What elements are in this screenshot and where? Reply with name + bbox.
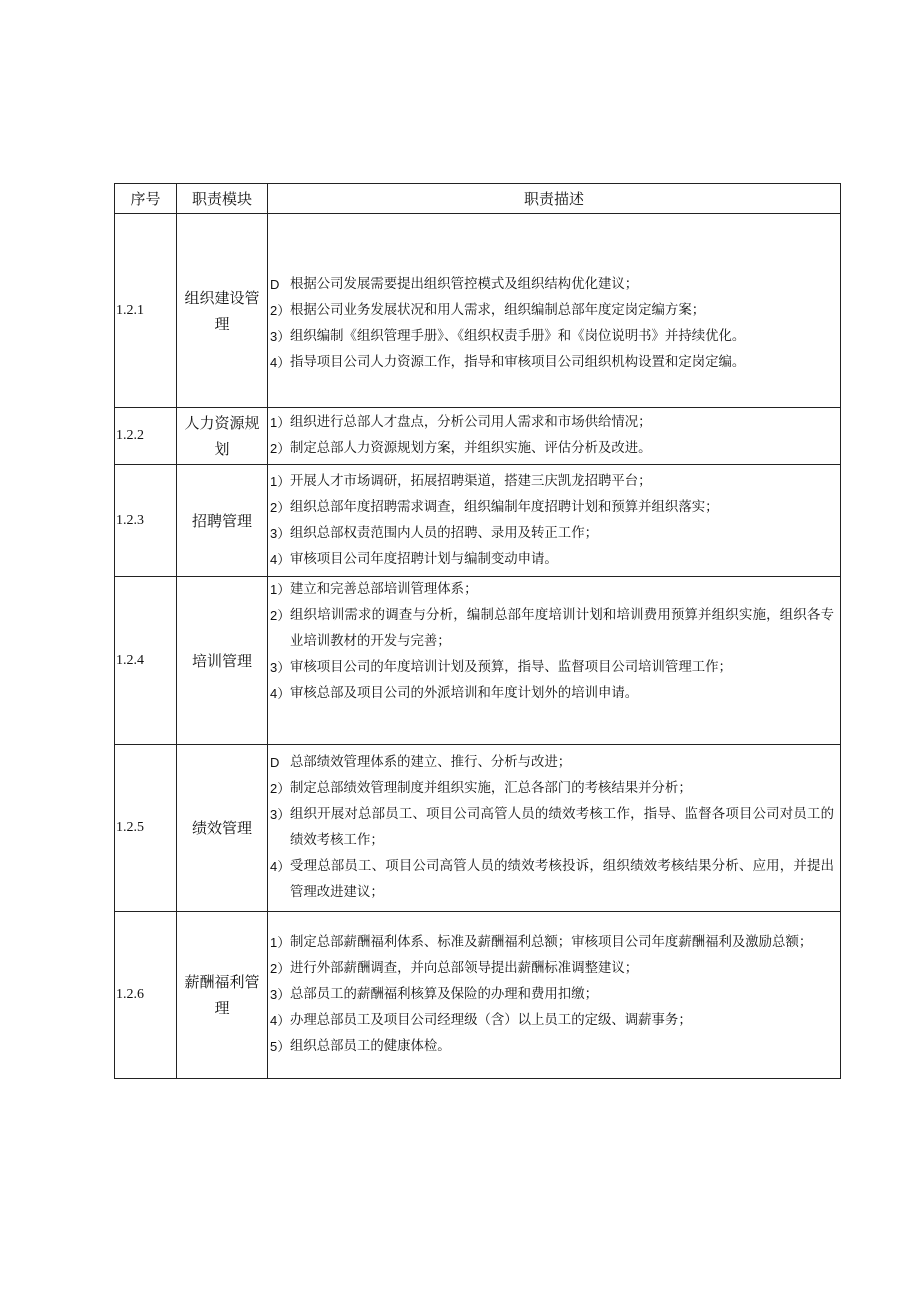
item-marker: 4） xyxy=(270,551,291,567)
row-module: 培训管理 xyxy=(177,577,268,745)
duty-item xyxy=(270,776,834,802)
duty-item xyxy=(270,521,834,547)
item-marker: 5） xyxy=(270,1039,291,1054)
table-row xyxy=(115,214,841,408)
item-marker: 3） xyxy=(270,660,291,675)
item-marker: 4） xyxy=(270,354,291,370)
duty-item xyxy=(270,681,834,707)
duty-item xyxy=(270,930,834,956)
item-marker: 1） xyxy=(270,473,291,489)
item-text: 制定总部薪酬福利体系、标准及薪酬福利总额；审核项目公司年度薪酬福利及激励总额； xyxy=(290,935,813,950)
duty-item xyxy=(270,982,834,1008)
row-num: 1.2.3 xyxy=(115,465,177,577)
item-text: 进行外部薪酬调查，并向总部领导提出薪酬标准调整建议； xyxy=(290,961,639,976)
duty-item xyxy=(270,655,834,681)
row-module: 薪酬福利管理 xyxy=(177,912,268,1079)
duty-item xyxy=(270,750,834,776)
item-text: 建立和完善总部培训管理体系； xyxy=(290,582,478,597)
item-marker: 4） xyxy=(270,859,291,874)
row-module: 招聘管理 xyxy=(177,465,268,577)
row-desc xyxy=(268,745,841,912)
row-num: 1.2.6 xyxy=(115,912,177,1079)
duty-table xyxy=(114,183,841,1079)
item-marker: 2） xyxy=(270,781,291,796)
item-marker: 3） xyxy=(270,987,291,1002)
duty-item xyxy=(270,298,834,324)
row-desc xyxy=(268,577,841,745)
item-text: 组织开展对总部员工、项目公司高管人员的绩效考核工作，指导、监督各项目公司对员工的绩效考核工作； xyxy=(290,807,834,848)
duty-item xyxy=(270,1008,834,1034)
item-text: 审核项目公司年度招聘计划与编制变动申请。 xyxy=(290,551,558,567)
table-row xyxy=(115,577,841,745)
item-text: 指导项目公司人力资源工作，指导和审核项目公司组织机构设置和定岗定编。 xyxy=(290,354,746,370)
item-marker: 2） xyxy=(270,608,291,623)
item-marker: 1） xyxy=(270,582,291,597)
item-marker: D xyxy=(270,755,280,770)
item-marker: 4） xyxy=(270,1013,291,1028)
item-text: 受理总部员工、项目公司高管人员的绩效考核投诉，组织绩效考核结果分析、应用，并提出管理改进建议； xyxy=(290,859,834,900)
item-marker: 3） xyxy=(270,328,291,344)
item-text: 组织总部权责范围内人员的招聘、录用及转正工作； xyxy=(290,525,598,541)
row-desc xyxy=(268,408,841,465)
duty-item xyxy=(270,495,834,521)
row-num: 1.2.2 xyxy=(115,408,177,465)
table-body xyxy=(115,214,841,1079)
row-desc xyxy=(268,465,841,577)
item-text: 制定总部绩效管理制度并组织实施，汇总各部门的考核结果并分析； xyxy=(290,781,692,796)
duty-item xyxy=(270,547,834,573)
item-text: 根据公司业务发展状况和用人需求，组织编制总部年度定岗定编方案； xyxy=(290,302,706,318)
row-num: 1.2.5 xyxy=(115,745,177,912)
duty-item xyxy=(270,350,834,376)
item-marker: 4） xyxy=(270,686,291,701)
item-marker: 1） xyxy=(270,415,291,430)
header-row xyxy=(115,184,841,214)
duty-item xyxy=(270,272,834,298)
header-module: 职责模块 xyxy=(177,184,268,214)
duty-item xyxy=(270,469,834,495)
row-module: 组织建设管理 xyxy=(177,214,268,408)
item-text: 审核项目公司的年度培训计划及预算，指导、监督项目公司培训管理工作； xyxy=(290,660,732,675)
row-desc xyxy=(268,912,841,1079)
header-num: 序号 xyxy=(115,184,177,214)
row-num: 1.2.1 xyxy=(115,214,177,408)
item-text: 总部绩效管理体系的建立、推行、分析与改进； xyxy=(290,755,572,770)
item-marker: 1） xyxy=(270,935,291,950)
item-text: 组织培训需求的调查与分析，编制总部年度培训计划和培训费用预算并组织实施，组织各专业培训教材的开发与完善； xyxy=(290,608,834,649)
duty-item xyxy=(270,802,834,854)
duty-item xyxy=(270,956,834,982)
item-text: 总部员工的薪酬福利核算及保险的办理和费用扣缴； xyxy=(290,987,598,1002)
item-text: 组织进行总部人才盘点，分析公司用人需求和市场供给情况； xyxy=(290,415,652,430)
duty-item xyxy=(270,1034,834,1060)
row-module: 绩效管理 xyxy=(177,745,268,912)
item-text: 开展人才市场调研，拓展招聘渠道，搭建三庆凯龙招聘平台； xyxy=(290,473,652,489)
item-marker: 3） xyxy=(270,807,291,822)
item-marker: 2） xyxy=(270,441,291,456)
item-text: 根据公司发展需要提出组织管控模式及组织结构优化建议； xyxy=(290,276,639,292)
item-marker: 2） xyxy=(270,499,291,515)
duty-item xyxy=(270,324,834,350)
table-row xyxy=(115,465,841,577)
duty-item xyxy=(270,436,834,462)
item-text: 制定总部人力资源规划方案，并组织实施、评估分析及改进。 xyxy=(290,441,652,456)
row-num: 1.2.4 xyxy=(115,577,177,745)
table-row xyxy=(115,912,841,1079)
row-module: 人力资源规划 xyxy=(177,408,268,465)
duty-item xyxy=(270,603,834,655)
item-marker: 2） xyxy=(270,302,291,318)
table-row xyxy=(115,745,841,912)
item-text: 组织总部员工的健康体检。 xyxy=(290,1039,451,1054)
row-desc xyxy=(268,214,841,408)
header-desc: 职责描述 xyxy=(268,184,841,214)
item-marker: 2） xyxy=(270,961,291,976)
duty-item xyxy=(270,577,834,603)
item-marker: 3） xyxy=(270,525,291,541)
table-row xyxy=(115,408,841,465)
item-text: 办理总部员工及项目公司经理级（含）以上员工的定级、调薪事务； xyxy=(290,1013,692,1028)
item-text: 审核总部及项目公司的外派培训和年度计划外的培训申请。 xyxy=(290,686,639,701)
item-marker: D xyxy=(270,276,280,292)
duty-item xyxy=(270,854,834,906)
item-text: 组织编制《组织管理手册》、《组织权责手册》和《岗位说明书》并持续优化。 xyxy=(290,328,746,344)
duty-item xyxy=(270,410,834,436)
item-text: 组织总部年度招聘需求调查，组织编制年度招聘计划和预算并组织落实； xyxy=(290,499,719,515)
